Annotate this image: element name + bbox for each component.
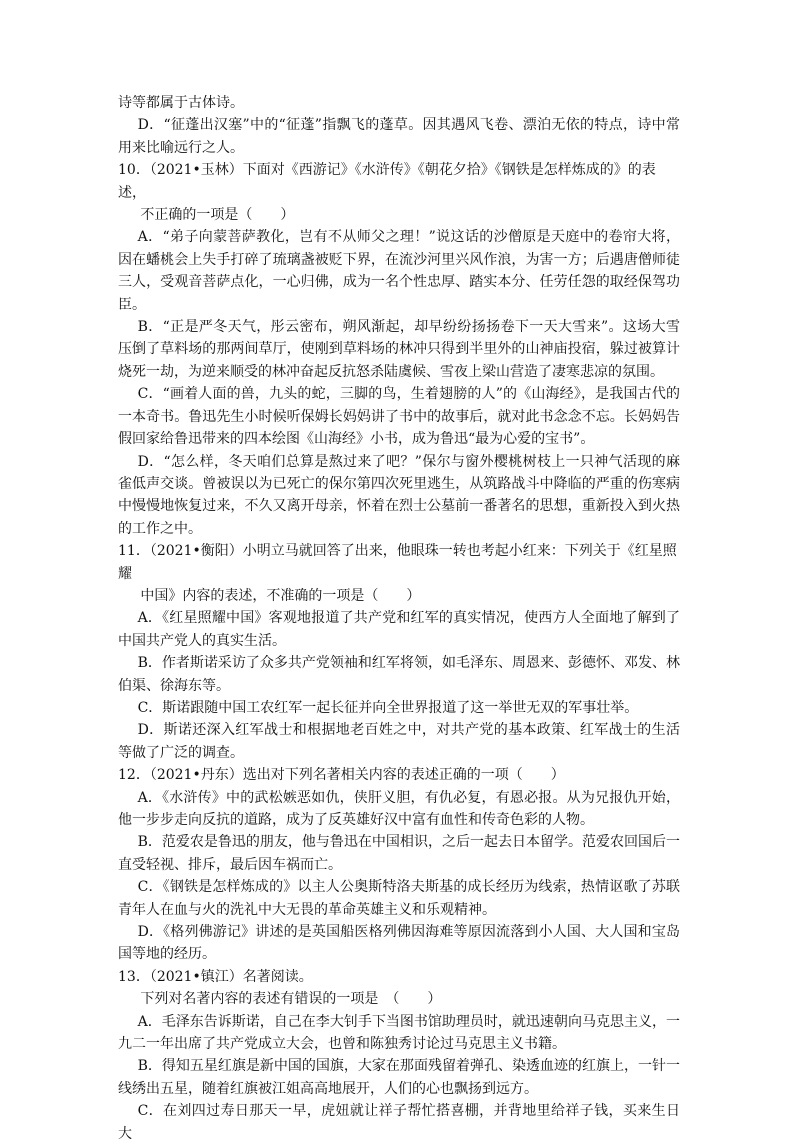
question-13-option-c: C．在刘四过寿日那天一早，虎妞就让祥子帮忙搭喜棚，并背地里给祥子钱，买来生日大 [118, 1103, 680, 1142]
question-10-option-d: D．“怎么样，冬天咱们总算是熬过来了吧？”保尔与窗外樱桃树枝上一只神气活现的麻雀低声交谈。曾被误以为已死亡的保尔第四次死里逃生，从筑路战斗中降临的严重的伤寒病中慢慢地恢复过来，不久又离开母亲，怀着在烈士公墓前一番著名的思想，重新投入到火热的工作之中。 [118, 453, 680, 537]
question-13-option-b: B．得知五星红旗是新中国的国旗，大家在那面残留着弹孔、染透血迹的红旗上，一针一线绣出五星，随着红旗被江姐高高地展开，人们的心也飘扬到远方。 [118, 1058, 680, 1097]
question-11-option-b: B．作者斯诺采访了众多共产党领袖和红军将领，如毛泽东、周恩来、彭德怀、邓发、林伯渠、徐海东等。 [118, 655, 680, 694]
question-12-option-a: A．《水浒传》中的武松嫉恶如仇，侠肝义胆，有仇必复，有恩必报。从为兄报仇开始，他一步步走向反抗的道路，成为了反英雄好汉中富有血性和传奇色彩的人物。 [118, 789, 680, 828]
question-11 [118, 540, 680, 607]
intro-option-d: D．“征蓬出汉塞”中的“征蓬”指飘飞的蓬草。因其遇风飞卷、漂泊无依的特点，诗中常用来比喻远行之人。 [118, 117, 680, 156]
question-10-option-c: C．“画着人面的兽，九头的蛇，三脚的鸟，生着翅膀的人”的《山海经》，是我国古代的一本奇书。鲁迅先生小时候听保姆长妈妈讲了书中的故事后，就对此书念念不忘。长妈妈告假回家给鲁迅带来的四本绘图《山海经》小书，成为鲁迅“最为心爱的宝书”。 [118, 386, 680, 448]
question-10-option-b: B．“正是严冬天气，彤云密布，朔风渐起，却早纷纷扬扬卷下一天大雪来”。这场大雪压倒了草料场的那两间草厅，使刚到草料场的林冲只得到半里外的山神庙投宿，躲过被算计烧死一劫，为逆来顺受的林冲奋起反抗怒杀陆虞候、雪夜上梁山营造了凄寒悲凉的氛围。 [118, 319, 680, 380]
question-10 [118, 159, 680, 226]
question-10-stem-line2: 不正确的一项是（ ） [140, 207, 295, 224]
question-13-stem-line2: 下列对名著内容的表述有错误的一项是 （ ） [140, 991, 442, 1008]
question-10-stem-line1: 10．（2021•玉林）下面对《西游记》《水浒传》《朝花夕拾》《钢铁是怎样炼成的》的表述， [118, 162, 656, 201]
question-11-stem-line1: 11．（2021•衡阳）小明立马就回答了出来，他眼珠一转也考起小红来：下列关于《红星照耀 [118, 543, 677, 582]
question-12-option-b: B．范爱农是鲁迅的朋友，他与鲁迅在中国相识，之后一起去日本留学。范爱农回国后一直受轻视、排斥，最后因车祸而亡。 [118, 834, 680, 873]
intro-tail: 诗等都属于古体诗。 [118, 95, 244, 111]
question-13 [118, 966, 680, 1011]
question-11-option-d: D．斯诺还深入红军战士和根据地老百姓之中，对共产党的基本政策、红军战士的生活等做了广泛的调查。 [118, 722, 680, 761]
question-12 [118, 764, 680, 786]
document-page [118, 92, 680, 1145]
question-13-option-a: A．毛泽东告诉斯诺，自己在李大钊手下当图书馆助理员时，就迅速朝向马克思主义，一九二一年出席了共产党成立大会，也曾和陈独秀讨论过马克思主义书籍。 [118, 1013, 680, 1053]
question-12-stem-line1: 12．（2021•丹东）选出对下列名著相关内容的表述正确的一项（ ） [118, 767, 565, 784]
question-12-option-d: D．《格列佛游记》讲述的是英国船医格列佛因海难等原因流落到小人国、大人国和宝岛国等地的经历。 [118, 924, 680, 963]
question-12-option-c: C．《钢铁是怎样炼成的》以主人公奥斯特洛夫斯基的成长经历为线索，热情讴歌了苏联青年人在血与火的洗礼中大无畏的革命英雄主义和乐观精神。 [118, 879, 680, 918]
question-11-option-c: C．斯诺跟随中国工农红军一起长征并向全世界报道了这一举世无双的军事壮举。 [137, 699, 639, 716]
question-10-option-a: A．“弟子向蒙菩萨教化，岂有不从师父之理！”说这话的沙僧原是天庭中的卷帘大将，因在蟠桃会上失手打碎了琉璃盏被贬下界，在流沙河里兴风作浪，为害一方；后遇唐僧师徒三人，受观音菩萨点化，一心归佛，成为一名个性忠厚、踏实本分、任劳任怨的取经保驾功臣。 [118, 229, 680, 313]
question-11-stem-line2: 中国》内容的表述，不准确的一项是（ ） [140, 587, 421, 604]
question-11-option-a: A．《红星照耀中国》客观地报道了共产党和红军的真实情况，使西方人全面地了解到了中国共产党人的真实生活。 [118, 610, 680, 649]
question-13-stem-line1: 13．（2021•镇江）名著阅读。 [118, 968, 313, 985]
